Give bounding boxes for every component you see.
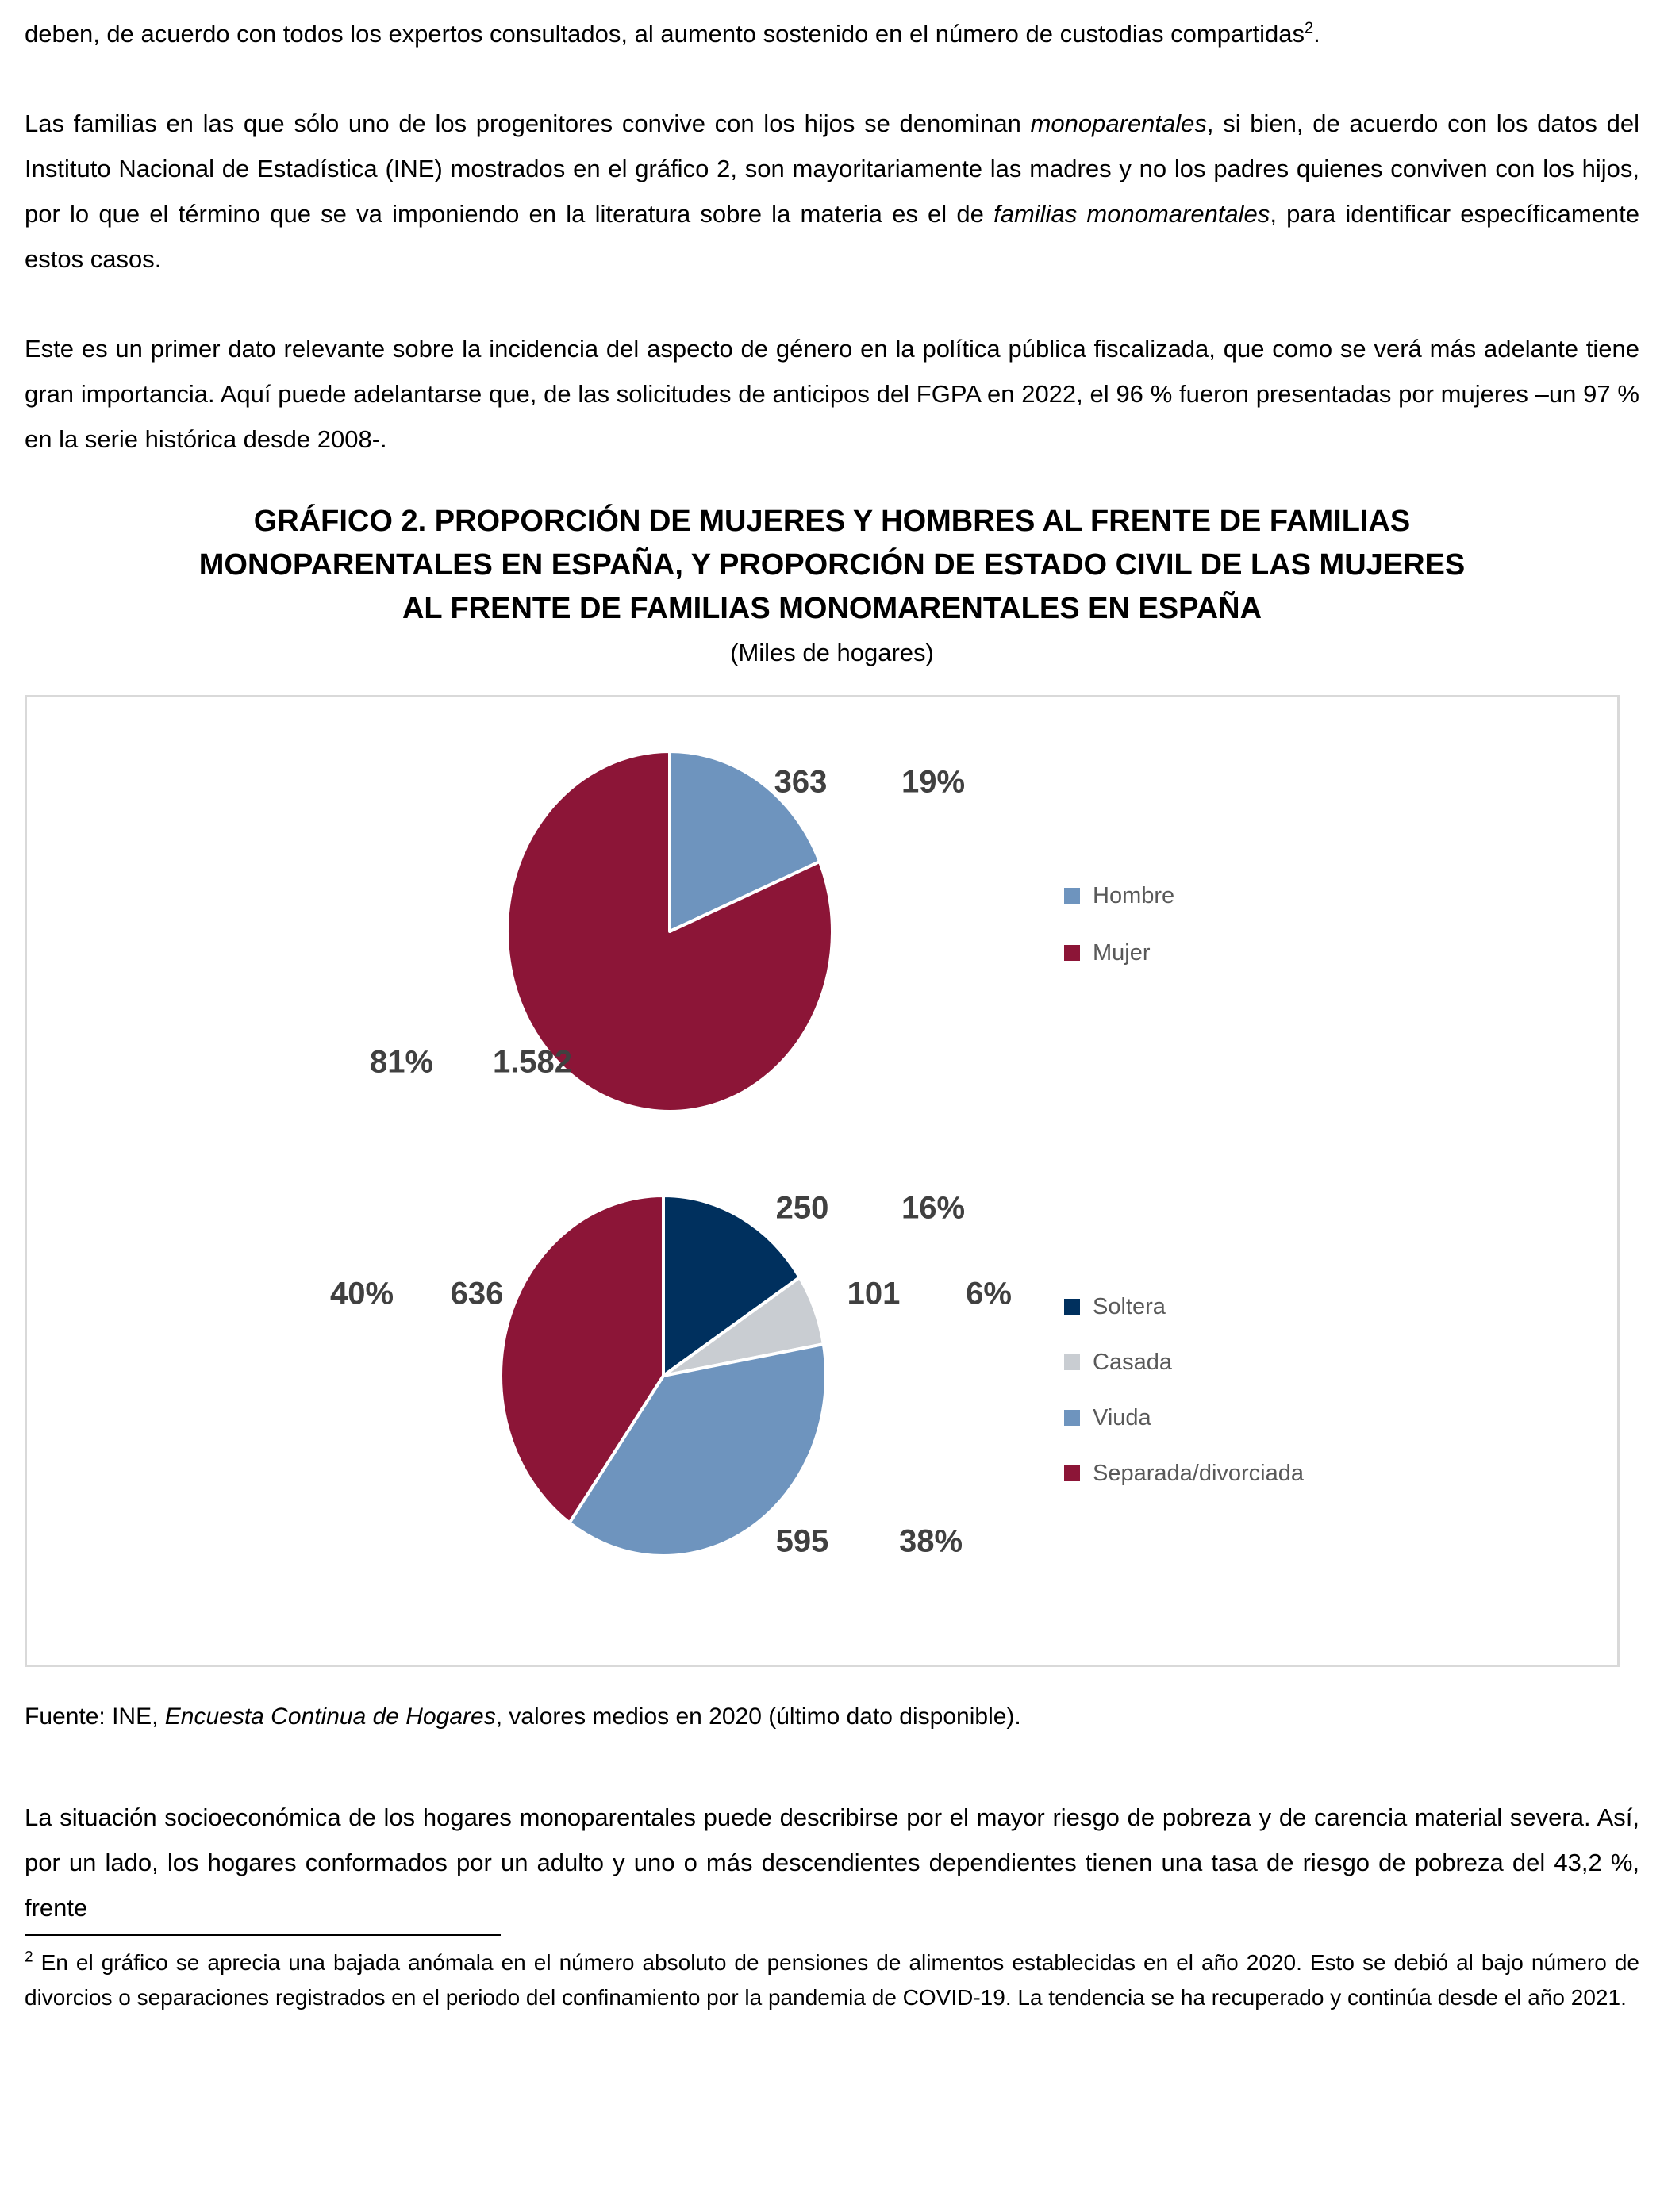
pie2-separada-value-label: 636 xyxy=(450,1276,504,1311)
pie2-viuda-value-label: 595 xyxy=(775,1523,829,1559)
legend-label-separada-divorciada: Separada/divorciada xyxy=(1093,1461,1305,1486)
pie2-soltera-value-label: 250 xyxy=(775,1190,829,1226)
chart-subtitle: (Miles de hogares) xyxy=(730,639,934,666)
source-text-b: , valores medios en 2020 (último dato disponible). xyxy=(495,1703,1021,1730)
chart-source xyxy=(25,1699,1639,1734)
footnote-separator xyxy=(25,1934,501,1936)
paragraph-1-period: . xyxy=(1313,20,1320,48)
legend-swatch-mujer xyxy=(1064,945,1080,961)
source-italic-title: Encuesta Continua de Hogares xyxy=(164,1703,496,1730)
legend-label-casada: Casada xyxy=(1093,1350,1172,1375)
paragraph-2-text-a: Las familias en las que sólo uno de los progenitores convive con los hijos se denominan xyxy=(25,109,1031,137)
legend-item-soltera xyxy=(1064,1293,1166,1320)
footnote-2-text: En el gráfico se aprecia una bajada anómala en el número absoluto de pensiones de alimentos establecidas en el año 2020. Esto se debió al bajo número de divorcios o separaciones registrados en el periodo del confinamiento por la pandemia de COVID-19. La tendencia se ha recuperado y continúa desde el año 2021. xyxy=(25,1950,1639,2010)
pie-chart-civil-status xyxy=(497,1192,830,1560)
pie1-hombre-value-label: 363 xyxy=(774,764,828,800)
legend-swatch-hombre xyxy=(1064,888,1080,904)
pie2-viuda-pct-label: 38% xyxy=(898,1523,963,1559)
legend-swatch-soltera xyxy=(1064,1299,1080,1315)
legend-label-mujer: Mujer xyxy=(1093,940,1151,966)
chart-title xyxy=(25,500,1639,631)
footnote-2-marker: 2 xyxy=(25,1949,33,1966)
legend-label-viuda: Viuda xyxy=(1093,1405,1151,1431)
legend-item-mujer xyxy=(1064,939,1151,966)
pie1-hombre-pct-label: 19% xyxy=(901,764,966,800)
paragraph-1 xyxy=(25,11,1639,56)
pie1-mujer-pct-label: 81% xyxy=(369,1044,434,1080)
chart-title-line-3: AL FRENTE DE FAMILIAS MONOMARENTALES EN ESPAÑA xyxy=(402,592,1262,625)
legend-item-casada xyxy=(1064,1349,1172,1376)
chart-frame xyxy=(25,695,1620,1667)
chart-title-line-2: MONOPARENTALES EN ESPAÑA, Y PROPORCIÓN DE ESTADO CIVIL DE LAS MUJERES xyxy=(198,548,1466,582)
footnote-2 xyxy=(25,1945,1639,2015)
legend-swatch-viuda xyxy=(1064,1410,1080,1426)
document-page xyxy=(24,11,1640,2015)
pie2-casada-value-label: 101 xyxy=(847,1276,901,1311)
legend-swatch-separada-divorciada xyxy=(1064,1465,1080,1481)
legend-label-soltera: Soltera xyxy=(1093,1294,1166,1319)
legend-item-separada-divorciada xyxy=(1064,1460,1304,1487)
paragraph-2-text-c: , para identificar específicamente estos casos. xyxy=(25,200,1640,273)
paragraph-4: La situación socioeconómica de los hogares monoparentales puede describirse por el mayor riesgo de pobreza y de carencia material severa. Así, por un lado, los hogares conformados por un adulto y uno o más descendientes dependientes tienen una tasa de riesgo de pobreza del 43,2 %, frente xyxy=(25,1803,1639,1922)
pie2-casada-pct-label: 6% xyxy=(966,1276,1012,1311)
legend-swatch-casada xyxy=(1064,1354,1080,1370)
paragraph-2 xyxy=(25,101,1639,282)
pie1-mujer-value-label: 1.582 xyxy=(492,1044,573,1080)
paragraph-1-text: deben, de acuerdo con todos los expertos consultados, al aumento sostenido en el número de custodias compartidas xyxy=(25,20,1305,48)
legend-item-hombre xyxy=(1064,882,1174,909)
legend-label-hombre: Hombre xyxy=(1093,883,1175,908)
paragraph-2-italic-monoparentales: monoparentales xyxy=(1030,109,1207,137)
pie2-soltera-pct-label: 16% xyxy=(901,1190,966,1226)
paragraph-2-italic-monomarentales: familias monomarentales xyxy=(993,200,1270,228)
paragraph-2-text-b: , si bien, de acuerdo con los datos del Instituto Nacional de Estadística (INE) mostrados en el gráfico 2, son mayoritariamente las madres y no los padres quienes conviven con los hijos, por lo que el término que se va imponiendo en la literatura sobre la materia es el de xyxy=(25,109,1639,228)
paragraph-3: Este es un primer dato relevante sobre la incidencia del aspecto de género en la política pública fiscalizada, que como se verá más adelante tiene gran importancia. Aquí puede adelantarse que, de las solicitudes de anticipos del FGPA en 2022, el 96 % fueron presentadas por mujeres –un 97 % en la serie histórica desde 2008-. xyxy=(25,335,1639,453)
legend-item-viuda xyxy=(1064,1404,1151,1431)
pie2-separada-pct-label: 40% xyxy=(329,1276,394,1311)
chart-title-line-1: GRÁFICO 2. PROPORCIÓN DE MUJERES Y HOMBRES AL FRENTE DE FAMILIAS xyxy=(253,505,1411,538)
source-text-a: Fuente: INE, xyxy=(25,1703,165,1730)
footnote-reference-2: 2 xyxy=(1305,19,1314,37)
